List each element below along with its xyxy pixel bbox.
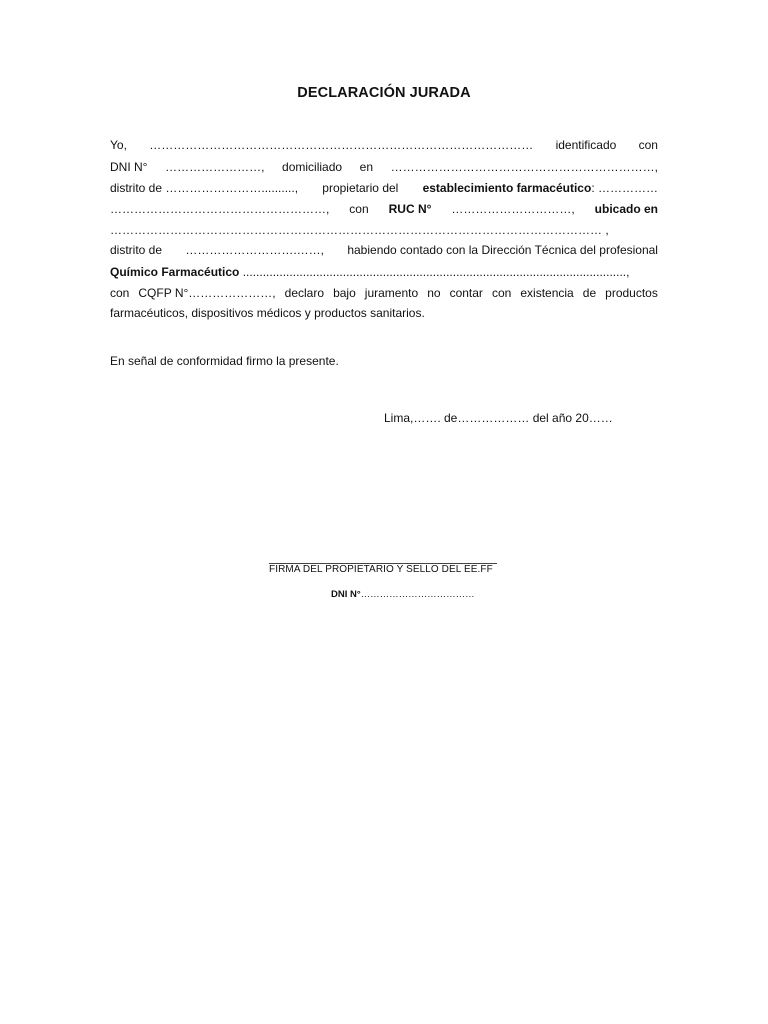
w-con: con xyxy=(110,286,130,300)
w-declaro: declaro xyxy=(284,286,325,300)
text-yo: Yo, xyxy=(110,138,127,152)
text-con-ruc: con xyxy=(349,202,369,216)
date-line: Lima,……. de……………… del año 20…… xyxy=(384,411,613,425)
blank-quimico: ..................................................................................................................., xyxy=(242,265,630,279)
body-line-2 xyxy=(110,159,658,175)
w-no: no xyxy=(427,286,441,300)
w-existencia: existencia xyxy=(520,286,574,300)
text-propietario: propietario del xyxy=(322,181,399,195)
blank-dni: ……………………, xyxy=(165,160,265,174)
text-domiciliado: domiciliado xyxy=(282,160,343,174)
signature-dni-blank: ……………………………… xyxy=(360,589,475,600)
body-line-3 xyxy=(110,180,658,196)
w-cqfp: CQFP N°…………………, xyxy=(138,286,276,300)
body-line-1 xyxy=(110,137,658,153)
text-dni: DNI N° xyxy=(110,160,148,174)
text-con: con xyxy=(638,138,658,152)
signature-dni xyxy=(331,589,475,600)
body-line-9: farmacéuticos, dispositivos médicos y productos sanitarios. xyxy=(110,306,425,320)
text-direccion-tecnica: habiendo contado con la Dirección Técnica del profesional xyxy=(347,243,658,257)
text-quimico: Químico Farmacéutico xyxy=(110,265,240,279)
blank-establecimiento: : …………… xyxy=(591,181,658,195)
body-line-8 xyxy=(110,285,658,301)
body-line-6 xyxy=(110,242,658,258)
body-line-5: …………………………………………………………………………………………………………… , xyxy=(110,223,609,237)
body-line-7 xyxy=(110,264,658,280)
blank-establecimiento-cont: ………………………………………………, xyxy=(110,202,330,216)
conformity-statement: En señal de conformidad firmo la presente. xyxy=(110,354,339,368)
document-title: DECLARACIÓN JURADA xyxy=(297,85,471,101)
w-de: de xyxy=(582,286,597,300)
text-identificado: identificado xyxy=(555,138,617,152)
body-line-4 xyxy=(110,201,658,217)
blank-address: …………………………………………………………, xyxy=(390,160,658,174)
text-ruc: RUC N° xyxy=(388,202,432,216)
blank-distrito-2: ……………………….……, xyxy=(185,243,325,257)
blank-ruc: …………………………, xyxy=(451,202,575,216)
text-en: en xyxy=(359,160,374,174)
w-productos: productos xyxy=(605,286,658,300)
signature-label: FIRMA DEL PROPIETARIO Y SELLO DEL EE.FF xyxy=(269,564,493,575)
w-bajo: bajo xyxy=(333,286,356,300)
signature-dni-label: DNI N° xyxy=(331,589,361,600)
text-distrito-1: distrito de …………………….........., xyxy=(110,181,299,195)
blank-name: …………………………………………………………………………………… xyxy=(149,138,534,152)
w-juramento: juramento xyxy=(364,286,419,300)
w-con-2: con xyxy=(491,286,512,300)
text-distrito-2: distrito de xyxy=(110,243,163,257)
text-establecimiento: establecimiento farmacéutico xyxy=(422,181,592,195)
text-ubicado: ubicado en xyxy=(594,202,658,216)
w-contar: contar xyxy=(449,286,483,300)
